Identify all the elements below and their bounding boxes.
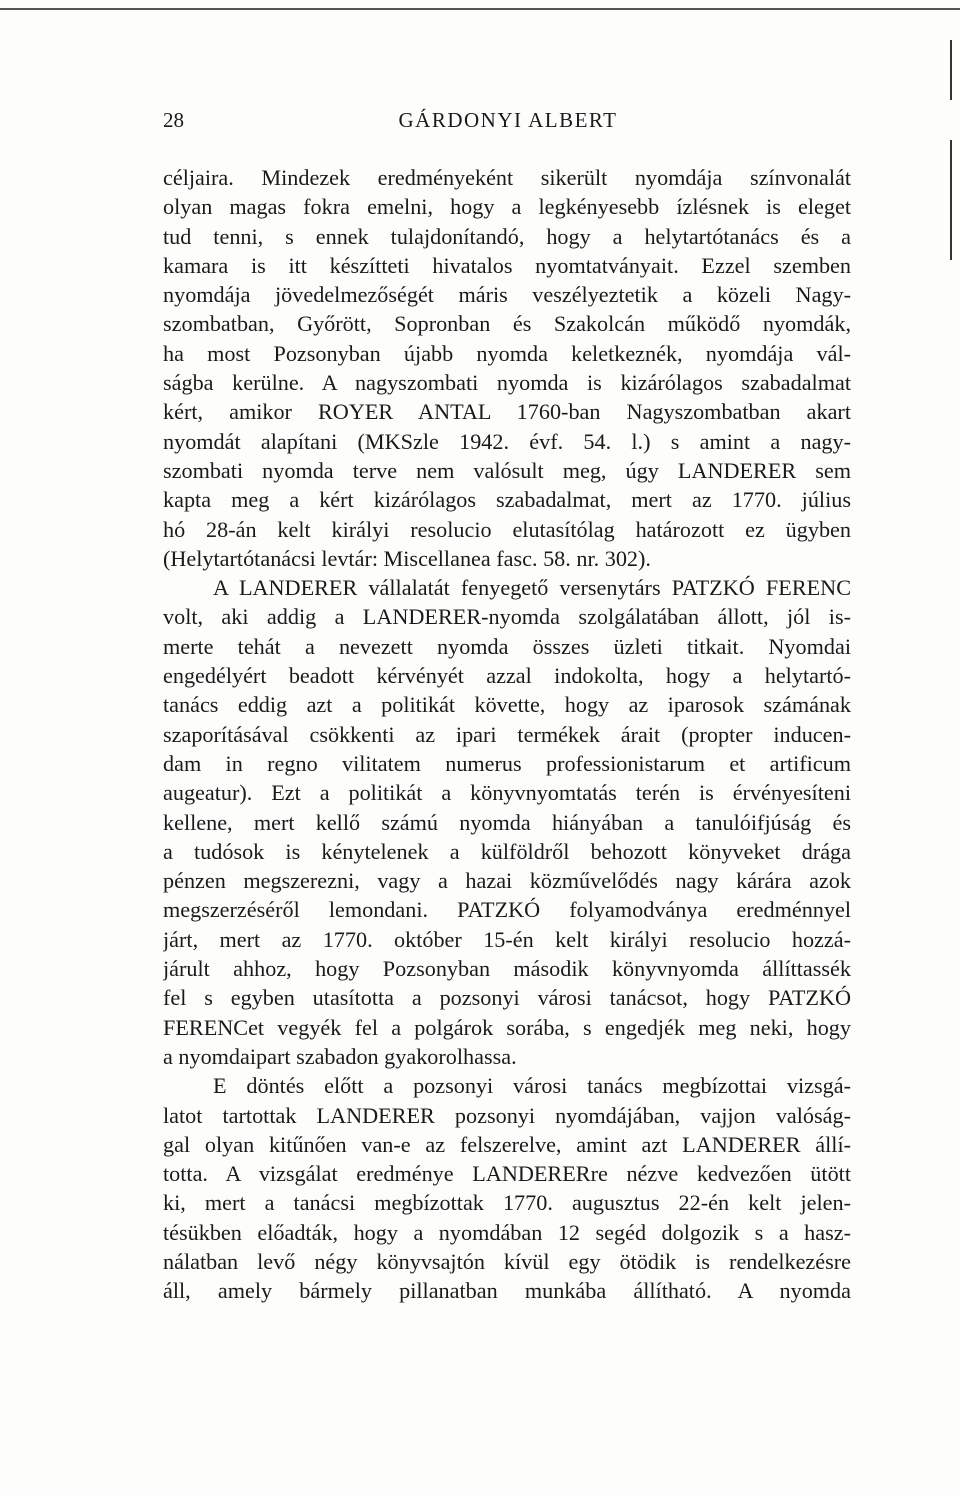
text-line: pénzen megszerezni, vagy a hazai közművelődés nagy kárára azok [163, 868, 851, 894]
text-line: ságba kerülne. A nagyszombati nyomda is kizárólagos szabadalmat [163, 370, 851, 396]
scan-edge-mark [950, 40, 952, 100]
text-line: augeatur). Ezt a politikát a könyvnyomtatás terén is érvényesíteni [163, 780, 851, 806]
text-line: tésükben előadták, hogy a nyomdában 12 segéd dolgozik s a hasz- [163, 1219, 851, 1245]
text-line: tanács eddig azt a politikát követte, hogy az iparosok számának [163, 692, 851, 718]
text-line: kapta meg a kért kizárólagos szabadalmat, mert az 1770. július [163, 487, 851, 513]
text-line: latot tartottak LANDERER pozsonyi nyomdájában, vajjon valóság- [163, 1102, 851, 1128]
page-number: 28 [163, 108, 184, 132]
paragraph [163, 1071, 851, 1305]
text-line: szaporításával csökkenti az ipari termékek árait (propter inducen- [163, 721, 851, 747]
text-line: áll, amely bármely pillanatban munkába állítható. A nyomda [163, 1278, 851, 1304]
text-line: totta. A vizsgálat eredménye LANDERERre nézve kedvezően ütött [163, 1161, 851, 1187]
text-line: fel s egyben utasította a pozsonyi városi tanácsot, hogy PATZKÓ [163, 985, 851, 1011]
text-line: FERENCet vegyék fel a polgárok sorába, s engedjék meg neki, hogy [163, 1014, 851, 1040]
text-line: hó 28-án kelt királyi resolucio elutasítólag határozott ez ügyben [163, 516, 851, 542]
text-line: gal olyan kitűnően van-e az felszerelve, amint azt LANDERER állí- [163, 1131, 851, 1157]
scan-edge-mark [950, 140, 952, 260]
text-line: járult ahhoz, hogy Pozsonyban második könyvnyomda állíttassék [163, 956, 851, 982]
text-line: merte tehát a nevezett nyomda összes üzleti titkait. Nyomdai [163, 633, 851, 659]
text-line: kamara is itt készítteti hivatalos nyomtatványait. Ezzel szemben [163, 252, 851, 278]
text-line: volt, aki addig a LANDERER-nyomda szolgálatában állott, jól is- [163, 604, 851, 630]
top-scan-edge [0, 8, 960, 10]
text-line: céljaira. Mindezek eredményeként sikerült nyomdája színvonalát [163, 165, 851, 190]
text-line: nálatban levő négy könyvsajtón kívül egy ötödik is rendelkezésre [163, 1248, 851, 1274]
text-line: a nyomdaipart szabadon gyakorolhassa. [163, 1043, 517, 1069]
running-head [163, 108, 853, 144]
text-line: engedélyért beadott kérvényét azzal indokolta, hogy a helytartó- [163, 663, 851, 689]
paragraph [163, 573, 851, 1071]
text-line: a tudósok is kénytelenek a külföldről behozott könyveket drága [163, 838, 851, 864]
text-line: kért, amikor ROYER ANTAL 1760-ban Nagyszombatban akart [163, 399, 851, 425]
text-line: megszerzéséről lemondani. PATZKÓ folyamodványa eredménnyel [163, 897, 851, 923]
text-line: kellene, mert kellő számú nyomda hiányában a tanulóifjúság és [163, 809, 851, 835]
text-line: tud tenni, s ennek tulajdonítandó, hogy a helytartótanács és a [163, 223, 851, 249]
body-text [163, 163, 851, 1306]
text-line: A LANDERER vállalatát fenyegető versenytárs PATZKÓ FERENC [213, 575, 851, 601]
text-line: olyan magas fokra emelni, hogy a legkényesebb ízlésnek is eleget [163, 194, 851, 220]
paragraph [163, 163, 851, 573]
text-line: nyomdája jövedelmezőségét máris veszélyeztetik a közeli Nagy- [163, 282, 851, 308]
running-title: GÁRDONYI ALBERT [398, 108, 618, 132]
text-line: ha most Pozsonyban újabb nyomda keletkeznék, nyomdája vál- [163, 340, 851, 366]
text-line: dam in regno vilitatem numerus professionistarum et artificum [163, 750, 851, 776]
text-line: nyomdát alapítani (MKSzle 1942. évf. 54. l.) s amint a nagy- [163, 428, 851, 454]
text-line: szombatban, Győrött, Sopronban és Szakolcán működő nyomdák, [163, 311, 851, 337]
text-line: E döntés előtt a pozsonyi városi tanács megbízottai vizsgá- [213, 1073, 851, 1099]
text-line: (Helytartótanácsi levtár: Miscellanea fasc. 58. nr. 302). [163, 545, 651, 571]
text-line: járt, mert az 1770. október 15-én kelt királyi resolucio hozzá- [163, 926, 851, 952]
text-line: ki, mert a tanácsi megbízottak 1770. augusztus 22-én kelt jelen- [163, 1190, 851, 1216]
text-line: szombati nyomda terve nem valósult meg, úgy LANDERER sem [163, 457, 851, 483]
